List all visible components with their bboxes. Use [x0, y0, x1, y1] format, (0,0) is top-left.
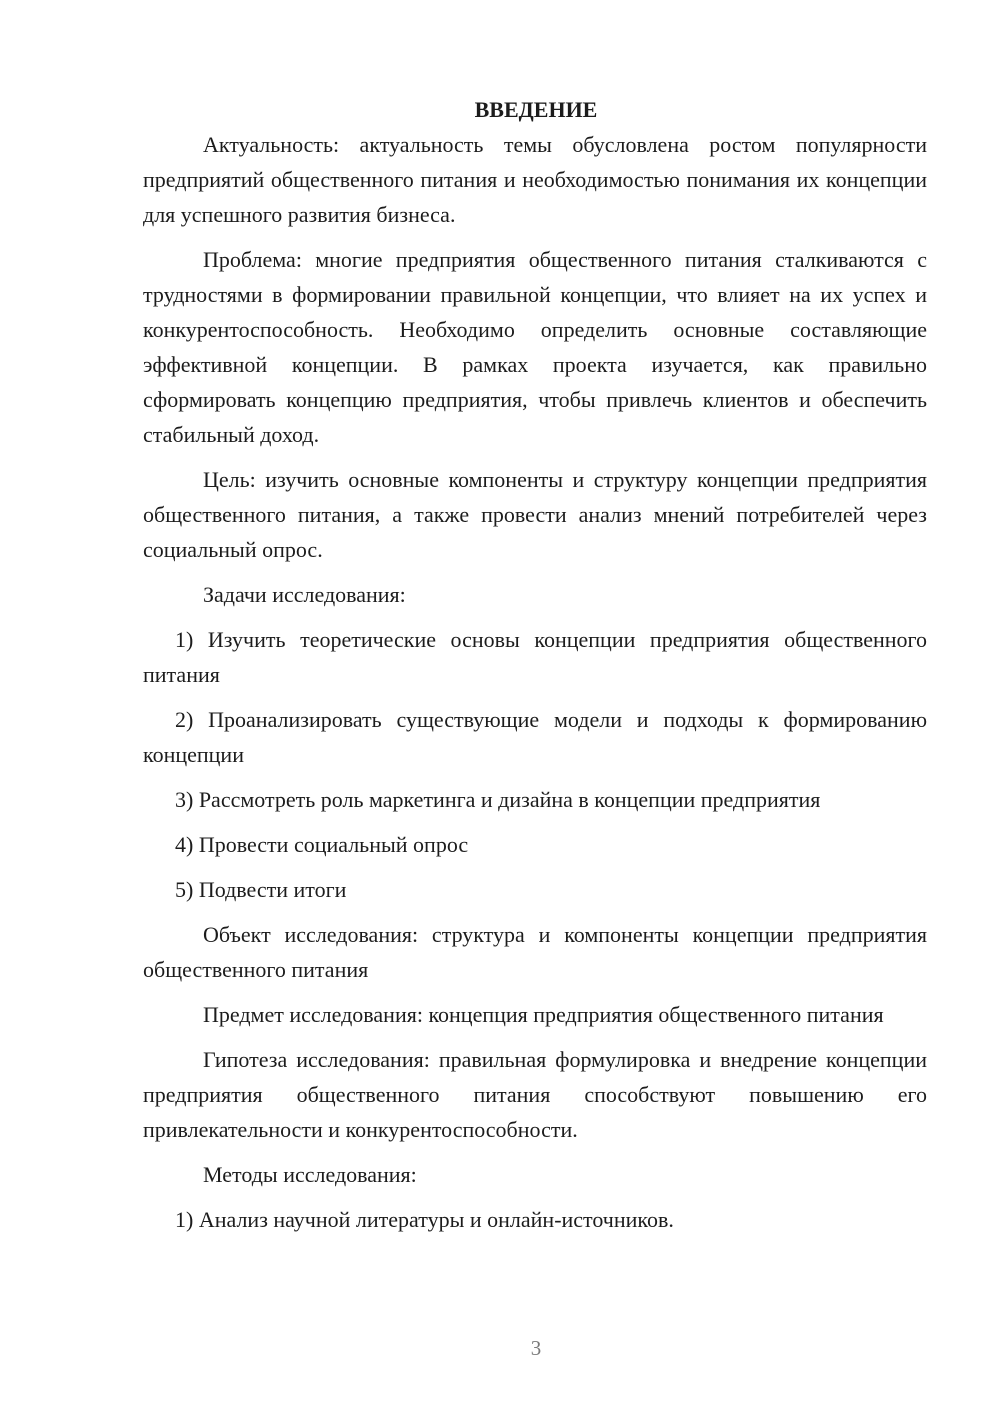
- goal-paragraph: Цель: изучить основные компоненты и структуру концепции предприятия общественного питания, а также провести анализ мнений потребителей через социальный опрос.: [143, 467, 927, 562]
- relevance-paragraph: Актуальность: актуальность темы обусловлена ростом популярности предприятий общественного питания и необходимостью понимания их концепции для успешного развития бизнеса.: [143, 132, 927, 227]
- task-item: 3) Рассмотреть роль маркетинга и дизайна в концепции предприятия: [175, 787, 821, 812]
- problem-paragraph: Проблема: многие предприятия общественного питания сталкиваются с трудностями в формировании правильной концепции, что влияет на их успех и конкурентоспособность. Необходимо определить основные составляющие эффективной концепции. В рамках проекта изучается, как правильно сформировать концепцию предприятия, чтобы привлечь клиентов и обеспечить стабильный доход.: [143, 247, 927, 447]
- task-item: 5) Подвести итоги: [175, 877, 347, 902]
- page-number: 3: [530, 1336, 542, 1360]
- methods-heading: Методы исследования:: [203, 1162, 417, 1187]
- subject-paragraph: Предмет исследования: концепция предприятия общественного питания: [203, 1002, 884, 1027]
- task-item: 1) Изучить теоретические основы концепции предприятия общественного питания: [143, 627, 927, 687]
- hypothesis-paragraph: Гипотеза исследования: правильная формулировка и внедрение концепции предприятия общественного питания способствуют повышению его привлекательности и конкурентоспособности.: [143, 1047, 927, 1142]
- page-content: [143, 92, 927, 1247]
- task-item: 4) Провести социальный опрос: [175, 832, 469, 857]
- section-title: ВВЕДЕНИЕ: [474, 97, 598, 122]
- object-paragraph: Объект исследования: структура и компоненты концепции предприятия общественного питания: [143, 922, 927, 982]
- task-item: 2) Проанализировать существующие модели и подходы к формированию концепции: [143, 707, 927, 767]
- method-item: 1) Анализ научной литературы и онлайн-источников.: [175, 1207, 674, 1232]
- tasks-heading: Задачи исследования:: [203, 582, 406, 607]
